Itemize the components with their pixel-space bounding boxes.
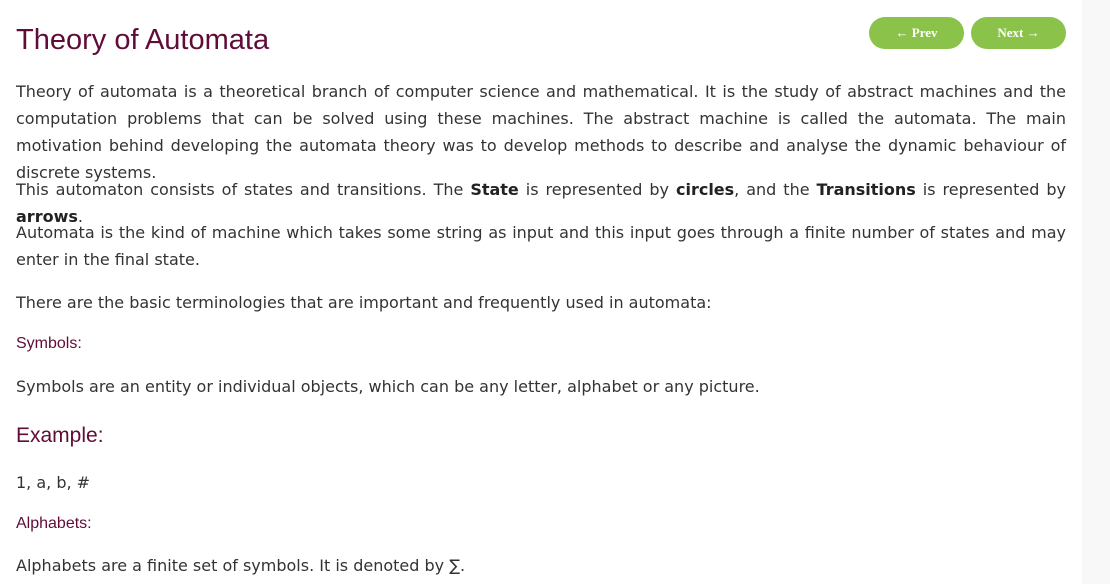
circles-term: circles	[675, 180, 735, 199]
states-text-1: This automaton consists of states and transitions. The	[16, 180, 471, 199]
alphabets-paragraph: Alphabets are a finite set of symbols. It is denoted by ∑.	[16, 556, 466, 575]
states-text-2: is represented by	[518, 180, 676, 199]
symbols-heading: Symbols:	[16, 335, 82, 352]
states-text-5: .	[77, 207, 83, 226]
automata-machine-paragraph: Automata is the kind of machine which takes some string as input and this input goes through a finite number of states and may enter in the final state.	[16, 223, 1066, 269]
states-text-3: , and the	[734, 180, 817, 199]
state-term: State	[470, 180, 519, 199]
next-button[interactable]: Next →	[971, 17, 1066, 49]
intro-paragraph: Theory of automata is a theoretical branch of computer science and mathematical. It is the study of abstract machines and the computation problems that can be solved using these machines. The abstract machine is called the automata. The main motivation behind developing the automata theory was to develop methods to describe and analyse the dynamic behaviour of discrete systems.	[16, 82, 1066, 182]
right-sidebar-strip	[1082, 0, 1110, 584]
symbols-paragraph: Symbols are an entity or individual objects, which can be any letter, alphabet or any picture.	[16, 377, 760, 396]
example-heading: Example:	[16, 424, 104, 447]
arrows-term: arrows	[16, 207, 78, 226]
prev-button[interactable]: ← Prev	[869, 17, 964, 49]
transitions-term: Transitions	[816, 180, 916, 199]
terminology-intro-paragraph: There are the basic terminologies that are important and frequently used in automata:	[16, 293, 712, 312]
example-paragraph: 1, a, b, #	[16, 473, 91, 492]
states-text-4: is represented by	[915, 180, 1067, 199]
page-title: Theory of Automata	[16, 24, 270, 56]
alphabets-heading: Alphabets:	[16, 515, 92, 532]
